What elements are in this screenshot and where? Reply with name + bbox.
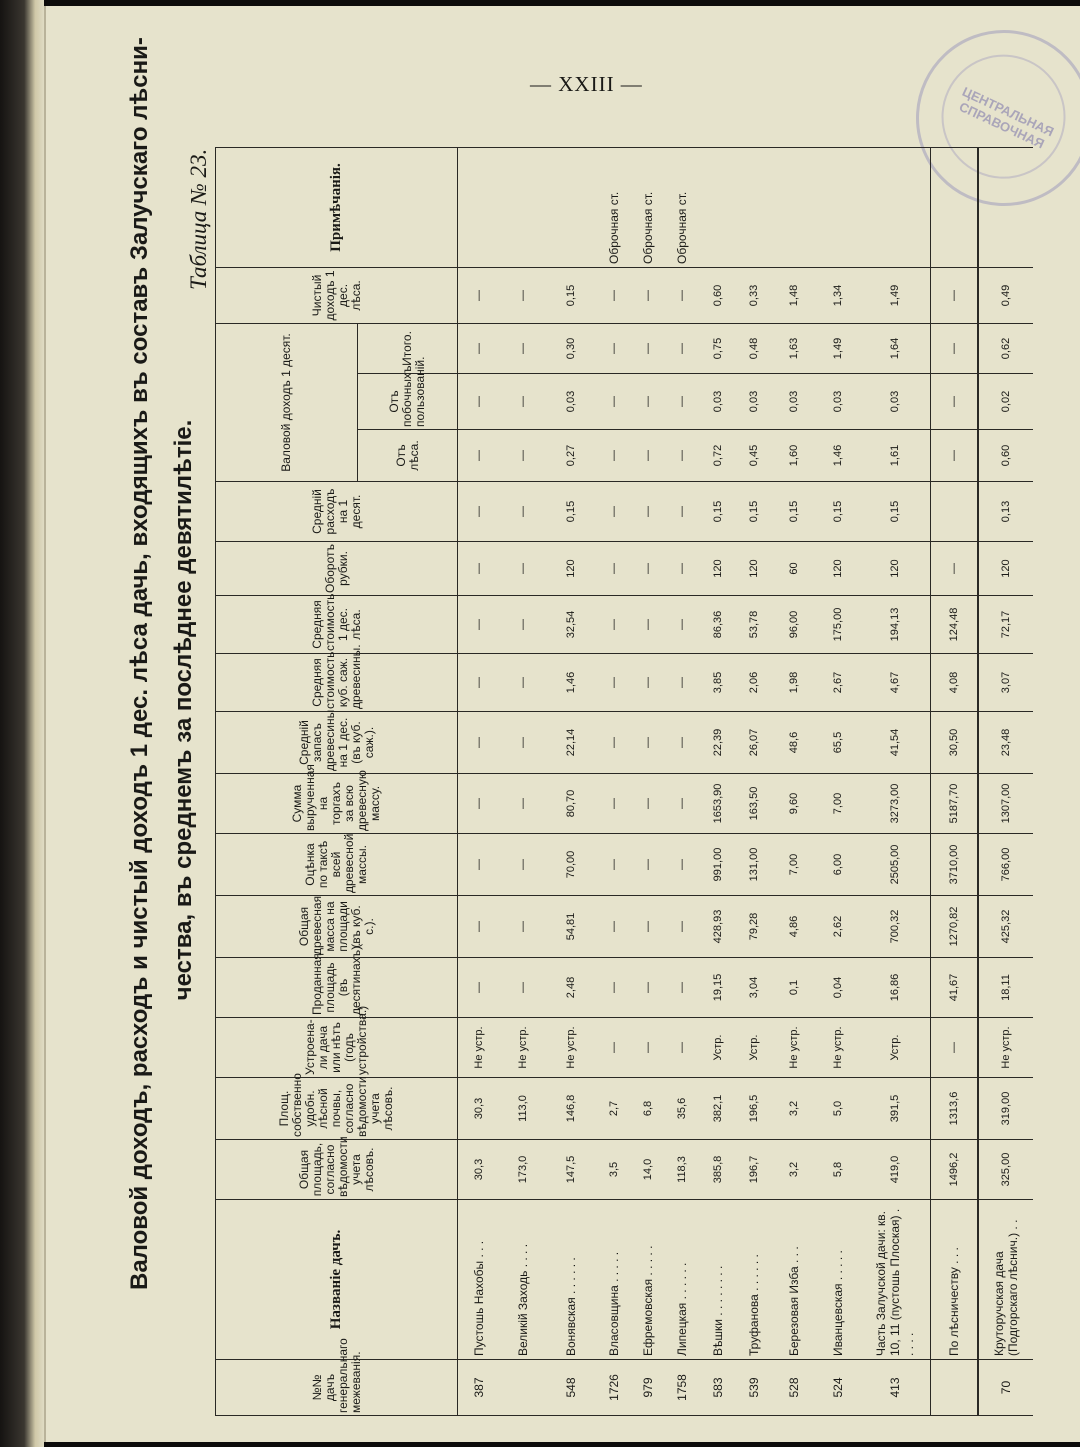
cell-wood-mass: — bbox=[458, 896, 501, 958]
cell-rotation: 120 bbox=[544, 542, 597, 596]
cell-num: 70 bbox=[978, 1360, 1033, 1416]
cell-area-forest: 5,0 bbox=[816, 1078, 859, 1140]
cell-avg-cost-forest: — bbox=[665, 596, 699, 654]
cell-name: Ефремовская . . . . . bbox=[631, 1200, 665, 1360]
cell-name: Великій Заходь . . . . bbox=[501, 1200, 544, 1360]
cell-wood-mass: 1270,82 bbox=[930, 896, 978, 958]
cell-net: 0,49 bbox=[978, 267, 1033, 323]
cell-sold-area: — bbox=[631, 958, 665, 1018]
cell-avg-cost-forest: — bbox=[631, 596, 665, 654]
cell-num: 387 bbox=[458, 1360, 501, 1416]
cell-avg-stock: 65,5 bbox=[816, 712, 859, 774]
cell-proceeds: 3273,00 bbox=[859, 774, 930, 834]
cell-notes bbox=[978, 147, 1033, 267]
table-row bbox=[631, 147, 665, 1415]
cell-proceeds: 163,50 bbox=[736, 774, 773, 834]
book-binding bbox=[0, 0, 44, 1447]
header-managed: Устроена-ли дача или нѣтъ (годъ устройства.) bbox=[216, 1018, 458, 1078]
cell-gross-side: — bbox=[597, 374, 631, 430]
cell-proceeds: 80,70 bbox=[544, 774, 597, 834]
cell-avg-cost-sazhen: 4,08 bbox=[930, 654, 978, 712]
cell-managed: Не устр. bbox=[501, 1018, 544, 1078]
cell-rotation: 120 bbox=[978, 542, 1033, 596]
cell-avg-expense: 0,15 bbox=[544, 482, 597, 542]
cell-rotation: — bbox=[597, 542, 631, 596]
cell-gross-total: 0,75 bbox=[700, 323, 737, 373]
cell-gross-total: — bbox=[597, 323, 631, 373]
cell-avg-cost-sazhen: 1,46 bbox=[544, 654, 597, 712]
cell-gross-forest: — bbox=[665, 430, 699, 482]
cell-name: Иванцевская . . . . . bbox=[816, 1200, 859, 1360]
title-line-2: чества, въ среднемъ за послѣднее девятилѣтіе. bbox=[170, 419, 197, 1001]
cell-num: 548 bbox=[544, 1360, 597, 1416]
cell-estimate: — bbox=[597, 834, 631, 896]
cell-gross-total: — bbox=[665, 323, 699, 373]
cell-gross-forest: 0,72 bbox=[700, 430, 737, 482]
cell-managed: — bbox=[631, 1018, 665, 1078]
cell-wood-mass: 425,32 bbox=[978, 896, 1033, 958]
cell-area-forest: 382,1 bbox=[700, 1078, 737, 1140]
cell-net: — bbox=[631, 267, 665, 323]
cell-avg-stock: — bbox=[597, 712, 631, 774]
cell-notes: Оброчная ст. bbox=[597, 147, 631, 267]
cell-area-forest: 35,6 bbox=[665, 1078, 699, 1140]
header-num: №№ дачъ генеральнаго межеванія. bbox=[216, 1360, 458, 1416]
cell-gross-forest: 0,45 bbox=[736, 430, 773, 482]
cell-rotation: 120 bbox=[859, 542, 930, 596]
page-title bbox=[118, 37, 206, 1290]
table-row bbox=[501, 147, 544, 1415]
cell-notes bbox=[501, 147, 544, 267]
cell-avg-stock: 30,50 bbox=[930, 712, 978, 774]
header-gross-forest: Отъ лѣса. bbox=[358, 430, 458, 482]
cell-area-total: 385,8 bbox=[700, 1140, 737, 1200]
header-area-forest: Площ. собственно удобн. лѣсной почвы, согласно вѣдомости учета лѣсовъ. bbox=[216, 1078, 458, 1140]
cell-avg-cost-sazhen: — bbox=[597, 654, 631, 712]
cell-wood-mass: 700,32 bbox=[859, 896, 930, 958]
cell-area-total: 14,0 bbox=[631, 1140, 665, 1200]
header-gross-side: Отъ побочныхъ пользованій. bbox=[358, 374, 458, 430]
cell-estimate: 131,00 bbox=[736, 834, 773, 896]
cell-num: 528 bbox=[773, 1360, 816, 1416]
cell-net: 1,49 bbox=[859, 267, 930, 323]
table-row bbox=[700, 147, 737, 1415]
cell-estimate: 70,00 bbox=[544, 834, 597, 896]
cell-gross-side: — bbox=[665, 374, 699, 430]
cell-avg-cost-sazhen: — bbox=[501, 654, 544, 712]
cell-avg-cost-forest: 175,00 bbox=[816, 596, 859, 654]
cell-name: Труфанова . . . . . . bbox=[736, 1200, 773, 1360]
cell-net: — bbox=[501, 267, 544, 323]
cell-num: 583 bbox=[700, 1360, 737, 1416]
cell-sold-area: — bbox=[501, 958, 544, 1018]
cell-rotation: 60 bbox=[773, 542, 816, 596]
cell-name: Березовая Изба . . . bbox=[773, 1200, 816, 1360]
cell-avg-cost-sazhen: 1,98 bbox=[773, 654, 816, 712]
cell-notes bbox=[700, 147, 737, 267]
cell-gross-total: 1,49 bbox=[816, 323, 859, 373]
cell-avg-cost-forest: — bbox=[458, 596, 501, 654]
cell-wood-mass: 2,62 bbox=[816, 896, 859, 958]
cell-area-total: 147,5 bbox=[544, 1140, 597, 1200]
cell-avg-stock: 22,14 bbox=[544, 712, 597, 774]
cell-avg-cost-sazhen: 2,67 bbox=[816, 654, 859, 712]
header-avg-cost-sazhen: Средняя стоимость куб. саж. древесины. bbox=[216, 654, 458, 712]
cell-num bbox=[930, 1360, 978, 1416]
cell-proceeds: — bbox=[597, 774, 631, 834]
cell-rotation: 120 bbox=[736, 542, 773, 596]
cell-gross-forest: — bbox=[501, 430, 544, 482]
cell-managed: Устр. bbox=[859, 1018, 930, 1078]
header-gross-group: Валовой доходъ 1 десят. bbox=[216, 323, 358, 481]
cell-area-forest: 2,7 bbox=[597, 1078, 631, 1140]
cell-estimate: 6,00 bbox=[816, 834, 859, 896]
cell-avg-expense: 0,15 bbox=[700, 482, 737, 542]
page-number: — XXIII — bbox=[530, 72, 643, 96]
cell-name: Липецкая . . . . . . bbox=[665, 1200, 699, 1360]
cell-estimate: 3710,00 bbox=[930, 834, 978, 896]
cell-notes bbox=[773, 147, 816, 267]
cell-sold-area: 0,04 bbox=[816, 958, 859, 1018]
cell-gross-forest: — bbox=[930, 430, 978, 482]
cell-wood-mass: — bbox=[665, 896, 699, 958]
title-line-1: Валовой доходъ, расходъ и чистый доходъ 1 дес. лѣса дачь, входящихъ въ составъ Залучскаго лѣсни- bbox=[126, 37, 153, 1290]
cell-area-forest: 146,8 bbox=[544, 1078, 597, 1140]
cell-rotation: — bbox=[458, 542, 501, 596]
cell-avg-cost-sazhen: 3,07 bbox=[978, 654, 1033, 712]
cell-net: 0,15 bbox=[544, 267, 597, 323]
cell-area-total: 419,0 bbox=[859, 1140, 930, 1200]
cell-avg-cost-sazhen: 2,06 bbox=[736, 654, 773, 712]
cell-gross-total: 1,64 bbox=[859, 323, 930, 373]
data-table-rotated bbox=[215, 148, 1033, 1416]
cell-gross-forest: 0,27 bbox=[544, 430, 597, 482]
cell-avg-cost-sazhen: 4,67 bbox=[859, 654, 930, 712]
cell-proceeds: — bbox=[665, 774, 699, 834]
header-avg-expense: Средній расходъ на 1 десят. bbox=[216, 482, 458, 542]
table-row bbox=[458, 147, 501, 1415]
table-row bbox=[736, 147, 773, 1415]
table-row bbox=[597, 147, 631, 1415]
cell-area-forest: 391,5 bbox=[859, 1078, 930, 1140]
cell-avg-expense: 0,15 bbox=[859, 482, 930, 542]
cell-avg-stock: 48,6 bbox=[773, 712, 816, 774]
cell-gross-total: — bbox=[458, 323, 501, 373]
cell-avg-expense: 0,13 bbox=[978, 482, 1033, 542]
cell-avg-expense bbox=[930, 482, 978, 542]
header-area-total: Общая площадь, согласно вѣдомости учета лѣсовъ. bbox=[216, 1140, 458, 1200]
cell-gross-forest: — bbox=[631, 430, 665, 482]
cell-gross-total: — bbox=[501, 323, 544, 373]
cell-area-total: 118,3 bbox=[665, 1140, 699, 1200]
cell-gross-side: 0,03 bbox=[816, 374, 859, 430]
cell-avg-cost-sazhen: — bbox=[631, 654, 665, 712]
cell-num: 979 bbox=[631, 1360, 665, 1416]
cell-avg-stock: — bbox=[501, 712, 544, 774]
cell-net: — bbox=[597, 267, 631, 323]
cell-area-total: 3,2 bbox=[773, 1140, 816, 1200]
cell-num: 524 bbox=[816, 1360, 859, 1416]
cell-area-forest: 30,3 bbox=[458, 1078, 501, 1140]
header-proceeds: Сумма вырученная на торгахъ за всю древесную массу. bbox=[216, 774, 458, 834]
cell-avg-stock: 23,48 bbox=[978, 712, 1033, 774]
cell-gross-side: 0,03 bbox=[544, 374, 597, 430]
data-table bbox=[215, 147, 1033, 1416]
cell-gross-side: 0,03 bbox=[859, 374, 930, 430]
cell-avg-cost-sazhen: 3,85 bbox=[700, 654, 737, 712]
cell-gross-side: — bbox=[501, 374, 544, 430]
cell-area-forest: 113,0 bbox=[501, 1078, 544, 1140]
cell-area-total: 173,0 bbox=[501, 1140, 544, 1200]
table-row bbox=[816, 147, 859, 1415]
cell-rotation: — bbox=[930, 542, 978, 596]
cell-sold-area: 16,86 bbox=[859, 958, 930, 1018]
cell-estimate: — bbox=[665, 834, 699, 896]
cell-gross-side: 0,03 bbox=[773, 374, 816, 430]
cell-area-total: 196,7 bbox=[736, 1140, 773, 1200]
cell-avg-cost-forest: — bbox=[597, 596, 631, 654]
table-row bbox=[773, 147, 816, 1415]
cell-area-total: 30,3 bbox=[458, 1140, 501, 1200]
cell-net: 0,60 bbox=[700, 267, 737, 323]
table-row bbox=[930, 147, 978, 1415]
cell-proceeds: — bbox=[458, 774, 501, 834]
cell-name: Пустошь Нахобы . . . bbox=[458, 1200, 501, 1360]
cell-estimate: 766,00 bbox=[978, 834, 1033, 896]
cell-sold-area: — bbox=[665, 958, 699, 1018]
cell-num bbox=[501, 1360, 544, 1416]
cell-rotation: — bbox=[631, 542, 665, 596]
cell-avg-stock: 41,54 bbox=[859, 712, 930, 774]
cell-wood-mass: 428,93 bbox=[700, 896, 737, 958]
cell-avg-expense: — bbox=[631, 482, 665, 542]
cell-managed: Не устр. bbox=[458, 1018, 501, 1078]
cell-sold-area: 18,11 bbox=[978, 958, 1033, 1018]
cell-net: 1,34 bbox=[816, 267, 859, 323]
cell-gross-side: 0,03 bbox=[700, 374, 737, 430]
cell-notes bbox=[930, 147, 978, 267]
cell-avg-stock: — bbox=[458, 712, 501, 774]
cell-rotation: 120 bbox=[700, 542, 737, 596]
cell-net: — bbox=[458, 267, 501, 323]
cell-num: 539 bbox=[736, 1360, 773, 1416]
cell-num: 413 bbox=[859, 1360, 930, 1416]
cell-proceeds: 7,00 bbox=[816, 774, 859, 834]
cell-gross-total: 0,62 bbox=[978, 323, 1033, 373]
header-avg-stock: Средній запасъ древесины на 1 дес. (въ куб. саж.). bbox=[216, 712, 458, 774]
cell-sold-area: 0,1 bbox=[773, 958, 816, 1018]
cell-gross-side: — bbox=[458, 374, 501, 430]
cell-avg-cost-forest: — bbox=[501, 596, 544, 654]
cell-sold-area: 3,04 bbox=[736, 958, 773, 1018]
cell-managed: Не устр. bbox=[978, 1018, 1033, 1078]
cell-avg-stock: — bbox=[631, 712, 665, 774]
cell-notes bbox=[544, 147, 597, 267]
cell-wood-mass: — bbox=[631, 896, 665, 958]
cell-avg-expense: — bbox=[501, 482, 544, 542]
cell-managed: Устр. bbox=[736, 1018, 773, 1078]
cell-gross-side: 0,03 bbox=[736, 374, 773, 430]
cell-gross-forest: — bbox=[597, 430, 631, 482]
cell-rotation: — bbox=[501, 542, 544, 596]
cell-avg-expense: — bbox=[458, 482, 501, 542]
cell-proceeds: 1653,90 bbox=[700, 774, 737, 834]
header-estimate: Оцѣнка по таксѣ всей древесной массы. bbox=[216, 834, 458, 896]
table-row bbox=[544, 147, 597, 1415]
cell-proceeds: — bbox=[501, 774, 544, 834]
header-net: Чистый доходъ 1 дес. лѣса. bbox=[216, 267, 458, 323]
table-row bbox=[665, 147, 699, 1415]
cell-proceeds: — bbox=[631, 774, 665, 834]
cell-sold-area: 2,48 bbox=[544, 958, 597, 1018]
cell-avg-cost-forest: 72,17 bbox=[978, 596, 1033, 654]
table-row bbox=[859, 147, 930, 1415]
cell-name: Круторучская дача (Подгорскаго лѣснич.) . . bbox=[978, 1200, 1033, 1360]
cell-name: Часть Залучской дачи: кв. 10, 11 (пустошь Плоская) . . . . . bbox=[859, 1200, 930, 1360]
cell-area-forest: 196,5 bbox=[736, 1078, 773, 1140]
cell-area-forest: 319,00 bbox=[978, 1078, 1033, 1140]
cell-managed: Не устр. bbox=[816, 1018, 859, 1078]
cell-num: 1758 bbox=[665, 1360, 699, 1416]
header-gross-total: Итого. bbox=[358, 323, 458, 373]
cell-area-total: 5,8 bbox=[816, 1140, 859, 1200]
cell-avg-expense: 0,15 bbox=[736, 482, 773, 542]
cell-managed: Устр. bbox=[700, 1018, 737, 1078]
cell-avg-cost-forest: 96,00 bbox=[773, 596, 816, 654]
cell-gross-forest: 1,46 bbox=[816, 430, 859, 482]
header-avg-cost-forest: Средняя стоимость 1 дес. лѣса. bbox=[216, 596, 458, 654]
stamp-text: ЦЕНТРАЛЬНАЯ СПРАВОЧНАЯ bbox=[956, 83, 1057, 152]
cell-net: 1,48 bbox=[773, 267, 816, 323]
cell-notes bbox=[859, 147, 930, 267]
cell-wood-mass: — bbox=[501, 896, 544, 958]
cell-estimate: — bbox=[631, 834, 665, 896]
cell-estimate: — bbox=[501, 834, 544, 896]
header-rotation: Оборотъ рубки. bbox=[216, 542, 458, 596]
cell-net: 0,33 bbox=[736, 267, 773, 323]
cell-avg-cost-forest: 194,13 bbox=[859, 596, 930, 654]
table-row bbox=[978, 147, 1033, 1415]
cell-gross-forest: 1,61 bbox=[859, 430, 930, 482]
cell-proceeds: 5187,70 bbox=[930, 774, 978, 834]
header-wood-mass: Общая древесная масса на площади (въ куб. с.). bbox=[216, 896, 458, 958]
cell-estimate: 2505,00 bbox=[859, 834, 930, 896]
cell-avg-stock: — bbox=[665, 712, 699, 774]
header-name: Названіе дачъ. bbox=[216, 1200, 458, 1360]
cell-avg-cost-forest: 124,48 bbox=[930, 596, 978, 654]
cell-area-forest: 1313,6 bbox=[930, 1078, 978, 1140]
cell-gross-total: — bbox=[930, 323, 978, 373]
header-sold-area: Проданная площадь (въ десятинахъ). bbox=[216, 958, 458, 1018]
cell-avg-cost-forest: 86,36 bbox=[700, 596, 737, 654]
cell-estimate: 7,00 bbox=[773, 834, 816, 896]
cell-rotation: — bbox=[665, 542, 699, 596]
cell-avg-expense: 0,15 bbox=[773, 482, 816, 542]
cell-gross-total: 1,63 bbox=[773, 323, 816, 373]
cell-wood-mass: 54,81 bbox=[544, 896, 597, 958]
cell-area-total: 325,00 bbox=[978, 1140, 1033, 1200]
cell-wood-mass: 79,28 bbox=[736, 896, 773, 958]
table-label: Таблица № 23. bbox=[186, 148, 211, 290]
cell-gross-forest: 0,60 bbox=[978, 430, 1033, 482]
cell-avg-stock: 22,39 bbox=[700, 712, 737, 774]
cell-managed: — bbox=[665, 1018, 699, 1078]
cell-num: 1726 bbox=[597, 1360, 631, 1416]
cell-gross-forest: 1,60 bbox=[773, 430, 816, 482]
cell-proceeds: 1307,00 bbox=[978, 774, 1033, 834]
cell-area-total: 1496,2 bbox=[930, 1140, 978, 1200]
cell-name: Вѣшки . . . . . . . . bbox=[700, 1200, 737, 1360]
cell-gross-total: — bbox=[631, 323, 665, 373]
cell-sold-area: — bbox=[458, 958, 501, 1018]
cell-gross-total: 0,48 bbox=[736, 323, 773, 373]
cell-gross-side: 0,02 bbox=[978, 374, 1033, 430]
header-notes: Примѣчанія. bbox=[216, 147, 458, 267]
cell-gross-side: — bbox=[930, 374, 978, 430]
cell-proceeds: 9,60 bbox=[773, 774, 816, 834]
cell-notes bbox=[458, 147, 501, 267]
cell-avg-expense: — bbox=[597, 482, 631, 542]
cell-notes bbox=[816, 147, 859, 267]
cell-avg-cost-forest: 32,54 bbox=[544, 596, 597, 654]
cell-gross-side: — bbox=[631, 374, 665, 430]
cell-gross-forest: — bbox=[458, 430, 501, 482]
cell-avg-cost-forest: 53,78 bbox=[736, 596, 773, 654]
cell-area-forest: 3,2 bbox=[773, 1078, 816, 1140]
cell-sold-area: 41,67 bbox=[930, 958, 978, 1018]
cell-estimate: 991,00 bbox=[700, 834, 737, 896]
cell-name: Вонявская . . . . . . bbox=[544, 1200, 597, 1360]
cell-managed: Не устр. bbox=[773, 1018, 816, 1078]
table-body bbox=[458, 147, 1034, 1415]
cell-managed: — bbox=[597, 1018, 631, 1078]
cell-net: — bbox=[930, 267, 978, 323]
cell-avg-expense: — bbox=[665, 482, 699, 542]
cell-area-total: 3,5 bbox=[597, 1140, 631, 1200]
cell-net: — bbox=[665, 267, 699, 323]
cell-sold-area: — bbox=[597, 958, 631, 1018]
cell-area-forest: 6,8 bbox=[631, 1078, 665, 1140]
cell-avg-cost-sazhen: — bbox=[458, 654, 501, 712]
cell-rotation: 120 bbox=[816, 542, 859, 596]
cell-gross-total: 0,30 bbox=[544, 323, 597, 373]
cell-notes bbox=[736, 147, 773, 267]
cell-avg-cost-sazhen: — bbox=[665, 654, 699, 712]
cell-avg-stock: 26,07 bbox=[736, 712, 773, 774]
cell-wood-mass: 4,86 bbox=[773, 896, 816, 958]
cell-wood-mass: — bbox=[597, 896, 631, 958]
cell-managed: Не устр. bbox=[544, 1018, 597, 1078]
cell-avg-expense: 0,15 bbox=[816, 482, 859, 542]
cell-notes: Оброчная ст. bbox=[631, 147, 665, 267]
cell-name: По лѣсничеству . . . bbox=[930, 1200, 978, 1360]
cell-managed: — bbox=[930, 1018, 978, 1078]
cell-name: Власовщина . . . . . bbox=[597, 1200, 631, 1360]
cell-sold-area: 19,15 bbox=[700, 958, 737, 1018]
cell-notes: Оброчная ст. bbox=[665, 147, 699, 267]
cell-estimate: — bbox=[458, 834, 501, 896]
